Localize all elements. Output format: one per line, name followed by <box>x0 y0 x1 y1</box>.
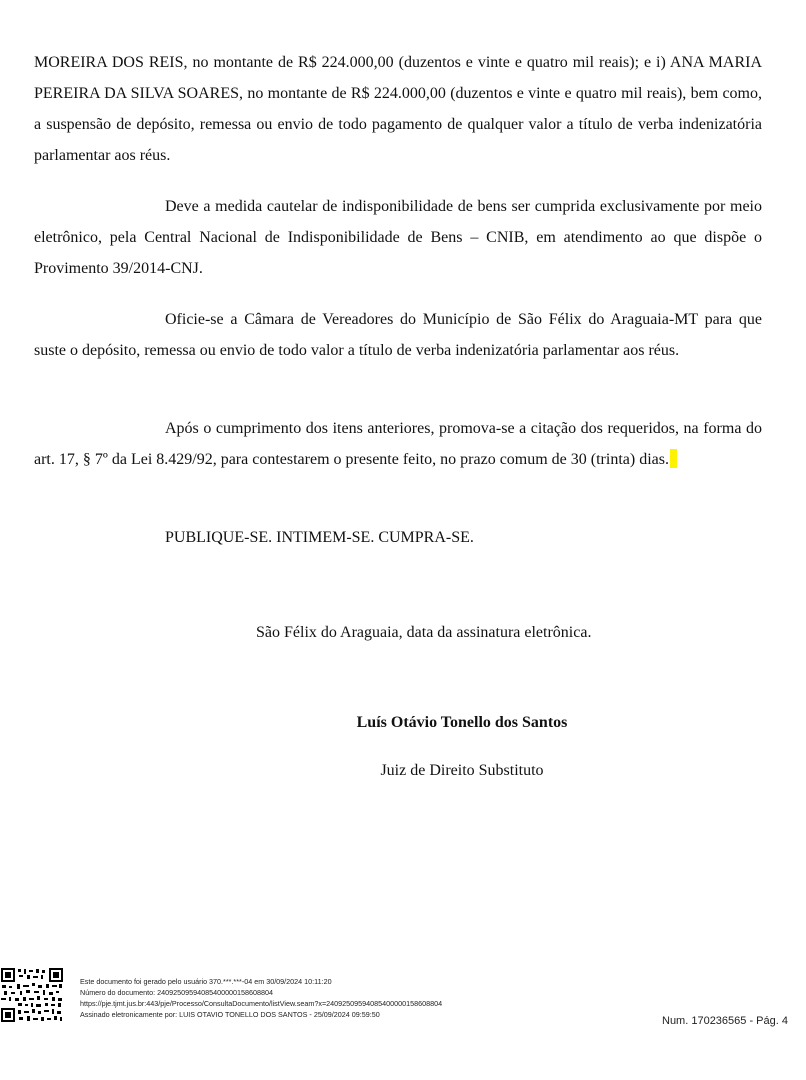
qr-code-icon <box>0 967 64 1023</box>
footer-signed-by: Assinado eletronicamente por: LUIS OTAVIO TONELLO DOS SANTOS - 25/09/2024 09:59:50 <box>80 1010 380 1019</box>
paragraph-4 <box>34 413 762 475</box>
text-cursor-highlight <box>670 449 677 468</box>
electronic-signature-footer <box>80 976 442 1020</box>
footer-document-number: Número do documento: 24092509594085400000158608804 <box>80 988 274 997</box>
signer-name: Luís Otávio Tonello dos Santos <box>356 714 568 731</box>
footer-verification-url[interactable]: https://pje.tjmt.jus.br:443/pje/Processo/ConsultaDocumento/listView.seam?x=24092509594085400000158608804 <box>80 999 443 1008</box>
place-date: São Félix do Araguaia, data da assinatura eletrônica. <box>256 624 592 641</box>
paragraph-4-text: Após o cumprimento dos itens anteriores, promova-se a citação dos requeridos, na forma do art. 17, § 7º da Lei 8.429/92, para contestarem o presente feito, no prazo comum de 30 (trinta) dias. <box>34 420 762 468</box>
paragraph-3: Oficie-se a Câmara de Vereadores do Município de São Félix do Araguaia-MT para que suste o depósito, remessa ou envio de todo valor a título de verba indenizatória parlamentar aos réus. <box>34 311 762 359</box>
closing-orders: PUBLIQUE-SE. INTIMEM-SE. CUMPRA-SE. <box>165 529 474 546</box>
paragraph-2: Deve a medida cautelar de indisponibilidade de bens ser cumprida exclusivamente por meio eletrônico, pela Central Nacional de Indisponibilidade de Bens – CNIB, em atendimento ao que dispõe o Provimento 39/2014-CNJ. <box>34 198 762 277</box>
signer-role: Juiz de Direito Substituto <box>380 762 544 779</box>
paragraph-1: MOREIRA DOS REIS, no montante de R$ 224.000,00 (duzentos e vinte e quatro mil reais); e i) ANA MARIA PEREIRA DA SILVA SOARES, no montante de R$ 224.000,00 (duzentos e vinte e quatro mil reais), bem como, a suspensão de depósito, remessa ou envio de todo pagamento de qualquer valor a título de verba indenizatória parlamentar aos réus. <box>34 54 762 164</box>
footer-generated-line: Este documento foi gerado pelo usuário 370.***.***-04 em 30/09/2024 10:11:20 <box>80 977 332 986</box>
page-number: Num. 170236565 - Pág. 4 <box>662 1015 788 1027</box>
